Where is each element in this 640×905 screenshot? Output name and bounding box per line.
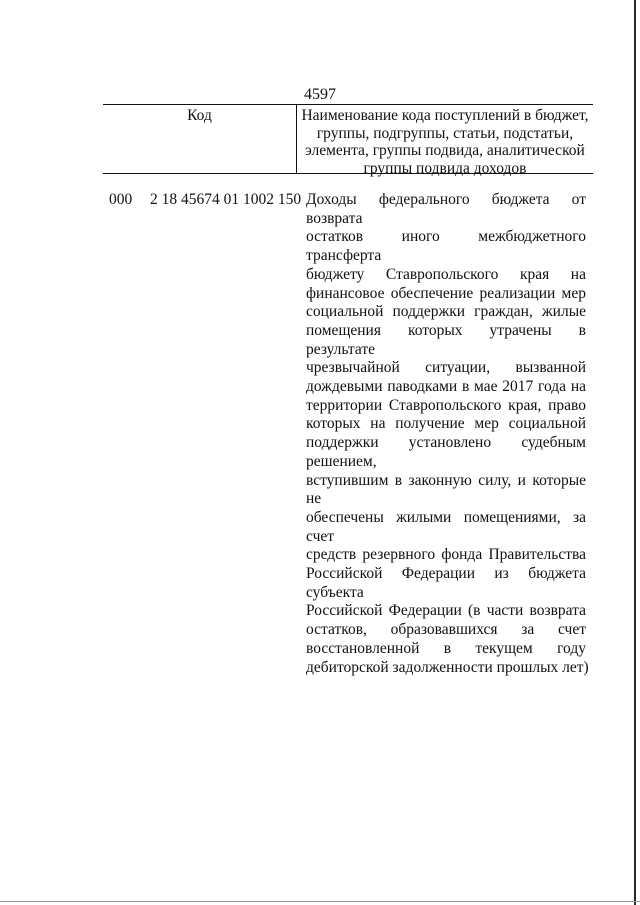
description-line: остатков, образовавшихся за счет xyxy=(306,621,586,639)
page-edge-right xyxy=(634,0,636,905)
row-admin-code: 000 xyxy=(109,191,133,208)
description-line: социальной поддержки граждан, жилые xyxy=(306,303,586,321)
header-name-line: группы подвида доходов xyxy=(363,159,527,177)
description-line: финансовое обеспечение реализации мер xyxy=(306,284,586,302)
row-description xyxy=(306,191,589,677)
description-line: чрезвычайной ситуации, вызванной xyxy=(306,359,586,377)
table-header xyxy=(103,104,593,177)
description-line: бюджету Ставропольского края на xyxy=(306,265,586,283)
description-line: вступившим в законную силу, и которые не xyxy=(306,471,586,508)
description-line: средств резервного фонда Правительства xyxy=(306,546,586,564)
header-name-label xyxy=(297,107,593,177)
page-number: 4597 xyxy=(304,86,336,103)
header-name-line: Наименование кода поступлений в бюджет, xyxy=(301,107,589,124)
description-line: поддержки установлено судебным решением, xyxy=(306,434,586,470)
description-line: остатков иного межбюджетного трансферта xyxy=(306,228,586,265)
description-line: Российской Федерации из бюджета субъекта xyxy=(306,565,586,601)
page-edge-bottom xyxy=(0,901,640,902)
description-line: обеспечены жилыми помещениями, за счет xyxy=(306,508,586,545)
row-income-code: 2 18 45674 01 1002 150 xyxy=(150,191,302,208)
description-line: территории Ставропольского края, право xyxy=(306,396,586,414)
header-name-line: группы, подгруппы, статьи, подстатьи, xyxy=(316,124,574,142)
header-code-label: Код xyxy=(187,107,212,124)
description-line: Доходы федерального бюджета от возврата xyxy=(306,191,586,227)
description-line: дебиторской задолженности прошлых лет) xyxy=(306,658,589,676)
description-line: Российской Федерации (в части возврата xyxy=(306,602,586,620)
header-name-line: элемента, группы подвида, аналитической xyxy=(305,142,585,159)
description-line: которых на получение мер социальной xyxy=(306,415,586,433)
description-line: дождевыми паводками в мае 2017 года на xyxy=(306,378,586,396)
description-line: помещения которых утрачены в результате xyxy=(306,321,586,358)
description-line: восстановленной в текущем году xyxy=(306,639,586,657)
